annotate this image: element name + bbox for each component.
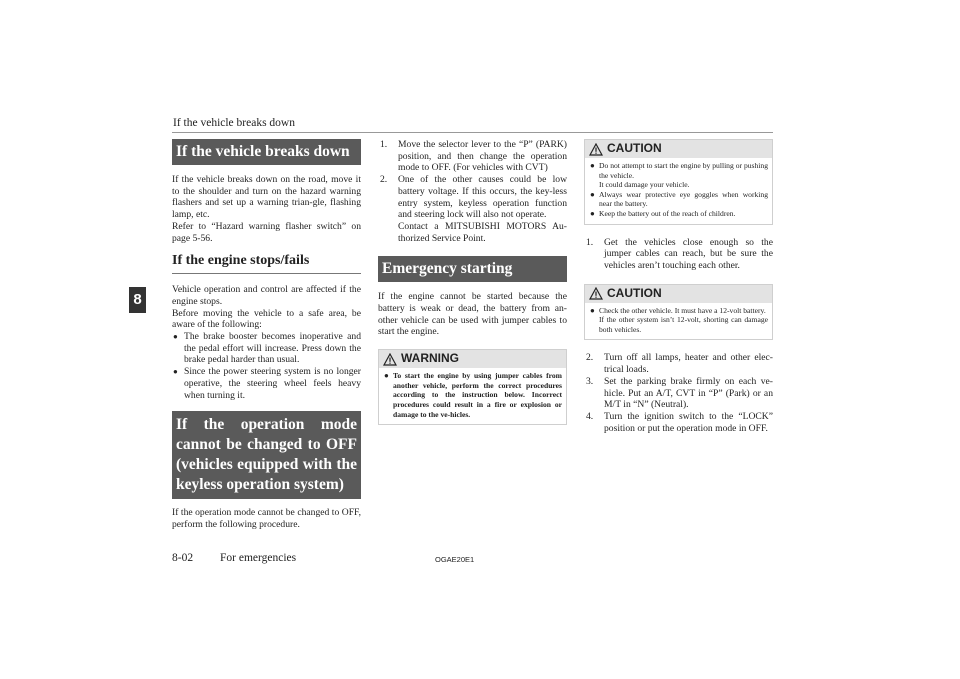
bullet-icon: ● (590, 161, 595, 170)
list-item: 4. Turn the ignition switch to the “LOCK” position or put the operation mode in OFF. (586, 410, 773, 434)
subheading-engine-stops: If the engine stops/fails (172, 253, 310, 269)
column-3 (584, 139, 773, 434)
bullet-icon: ● (590, 189, 595, 199)
list-item: ● Check the other vehicle. It must have a 12-volt battery. If the other system isn’t 12-volt, shorting can damage both vehicles. (590, 305, 768, 334)
paragraph: Vehicle operation and control are affected if the engine stops. (172, 284, 361, 307)
list-item: 2. One of the other causes could be low battery voltage. If this occurs, the key-less entry system, keyless operation function and steering lock will also not operate. Contact a MITSUBISHI MOTORS Au-thorized Service Point. (380, 174, 567, 244)
column-2 (378, 139, 567, 425)
paragraph: If the vehicle breaks down on the road, move it to the shoulder and turn on the hazard warning flashers and set up a warning trian-gle, flashing lamp, etc. (172, 174, 361, 221)
warning-box (378, 349, 567, 425)
list-item: 2. Turn off all lamps, heater and other elec-trical loads. (586, 352, 773, 376)
bullet-icon: ● (384, 371, 389, 381)
warning-triangle-icon (383, 353, 397, 366)
list-item: ● Keep the battery out of the reach of children. (590, 208, 736, 218)
list-item: ● Always wear protective eye goggles when working near the battery. (590, 189, 768, 209)
caution-header: CAUTION (585, 140, 772, 158)
paragraph: If the operation mode cannot be changed to OFF, perform the following procedure. (172, 507, 361, 530)
list-item: ● To start the engine by using jumper cables from another vehicle, perform the correct procedures according to the instruction below. Incorrect procedures could result in a fire or explosion or damage to the ve-hicles. (384, 371, 562, 419)
bullet-icon: ● (590, 208, 595, 218)
bullet-icon: ● (173, 367, 178, 377)
list-item: 3. Set the parking brake firmly on each ve-hicle. Put an A/T, CVT in “P” (Park) or an M/T in “N” (Neutral). (586, 375, 773, 411)
section-banner-operation-mode: If the operation mode cannot be changed to OFF (vehicles equipped with the keyless operation system) (172, 411, 361, 499)
subheading-rule (172, 273, 361, 274)
bullet-icon: ● (590, 305, 595, 315)
warning-triangle-icon (589, 287, 603, 300)
caution-box (584, 284, 773, 341)
caution-header: CAUTION (585, 285, 772, 303)
header-rule (172, 132, 773, 133)
section-banner-emergency-starting: Emergency starting (378, 256, 567, 282)
warning-triangle-icon (589, 143, 603, 156)
paragraph: Before moving the vehicle to a safe area, be aware of the following: (172, 307, 361, 331)
section-banner-breaks-down: If the vehicle breaks down (172, 139, 361, 165)
list-item: 1. Move the selector lever to the “P” (PARK) position, and then change the operation mode to OFF. (For vehicles with CVT) (380, 139, 567, 174)
page-number: 8-02 (172, 552, 194, 564)
caution-box (584, 139, 773, 225)
list-item: ● The brake booster becomes inoperative and the pedal effort will increase. Press down the brake pedal harder than usual. (173, 331, 361, 366)
paragraph: If the engine cannot be started because the battery is weak or dead, the battery from an-other vehicle can be used with jumper cables to start the engine. (378, 291, 567, 338)
chapter-tab: 8 (129, 287, 146, 313)
column-1 (172, 139, 361, 531)
list-item: ● Since the power steering system is no longer operative, the steering wheel feels heavy when turning it. (173, 366, 361, 401)
warning-header: WARNING (379, 350, 566, 368)
document-code: OGAE20E1 (435, 555, 475, 564)
list-item: ● Do not attempt to start the engine by pulling or pushing the vehicle. It could damage your vehicle. (590, 161, 768, 190)
page-header-title: If the vehicle breaks down (173, 117, 295, 129)
list-item: 1. Get the vehicles close enough so the jumper cables can reach, but be sure the vehicles aren’t touching each other. (586, 236, 773, 271)
bullet-icon: ● (173, 332, 178, 342)
footer-section: For emergencies (220, 552, 297, 564)
paragraph: Refer to “Hazard warning flasher switch” on page 5-56. (172, 220, 361, 244)
